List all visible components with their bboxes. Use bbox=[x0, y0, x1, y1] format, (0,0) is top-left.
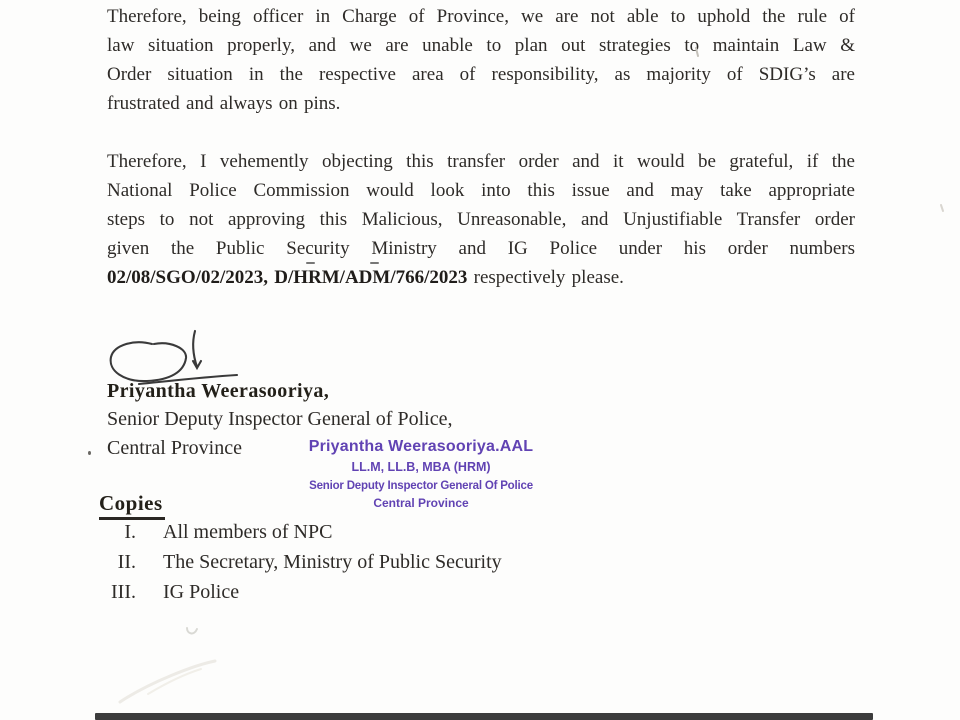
stamp-province: Central Province bbox=[373, 496, 469, 510]
copies-item-text: All members of NPC bbox=[163, 521, 333, 543]
scan-mark bbox=[306, 262, 315, 264]
closing-text: respectively please. bbox=[467, 267, 624, 288]
signatory-location: Central Province bbox=[107, 437, 242, 459]
text-line: Therefore, I vehemently objecting this transfer order and it would be grateful, if the bbox=[107, 151, 855, 172]
text-line: Therefore, being officer in Charge of Province, we are not able to uphold the rule of bbox=[107, 6, 855, 27]
scan-mark bbox=[370, 262, 379, 264]
roman-numeral: III. bbox=[111, 581, 136, 603]
text-line: frustrated and always on pins. bbox=[107, 93, 341, 114]
paragraph-rule-of-law bbox=[107, 2, 855, 118]
text-line bbox=[107, 263, 855, 292]
scan-edge-bar bbox=[95, 713, 873, 720]
text-line: law situation properly, and we are unable to plan out strategies to maintain Law & bbox=[107, 35, 855, 56]
signatory-name: Priyantha Weerasooriya, bbox=[107, 380, 330, 402]
copies-heading: Copies bbox=[99, 490, 165, 520]
official-stamp bbox=[297, 438, 545, 510]
stamp-title: Senior Deputy Inspector General Of Police bbox=[309, 480, 533, 492]
stamp-degrees: LL.M, LL.B, MBA (HRM) bbox=[351, 460, 491, 474]
text-line: Order situation in the respective area of responsibility, as majority of SDIG’s are bbox=[107, 64, 855, 85]
text-line: National Police Commission would look into this issue and may take appropriate bbox=[107, 180, 855, 201]
paragraph-objection bbox=[107, 147, 855, 292]
signatory-title: Senior Deputy Inspector General of Police, bbox=[107, 408, 453, 430]
copies-item-text: IG Police bbox=[163, 581, 240, 603]
text-line: steps to not approving this Malicious, Unreasonable, and Unjustifiable Transfer order bbox=[107, 209, 855, 230]
copies-item bbox=[92, 550, 792, 574]
copies-item-text: The Secretary, Ministry of Public Security bbox=[163, 551, 502, 573]
text-line: given the Public Security Ministry and IG Police under his order numbers bbox=[107, 238, 855, 259]
copies-item bbox=[92, 520, 792, 544]
copies-item bbox=[92, 580, 792, 604]
stamp-name: Priyantha Weerasooriya.AAL bbox=[308, 438, 534, 455]
roman-numeral: II. bbox=[117, 551, 136, 573]
order-numbers: 02/08/SGO/02/2023, D/HRM/ADM/766/2023 bbox=[107, 267, 468, 288]
scan-speck bbox=[88, 451, 91, 455]
roman-numeral: I. bbox=[124, 521, 136, 543]
